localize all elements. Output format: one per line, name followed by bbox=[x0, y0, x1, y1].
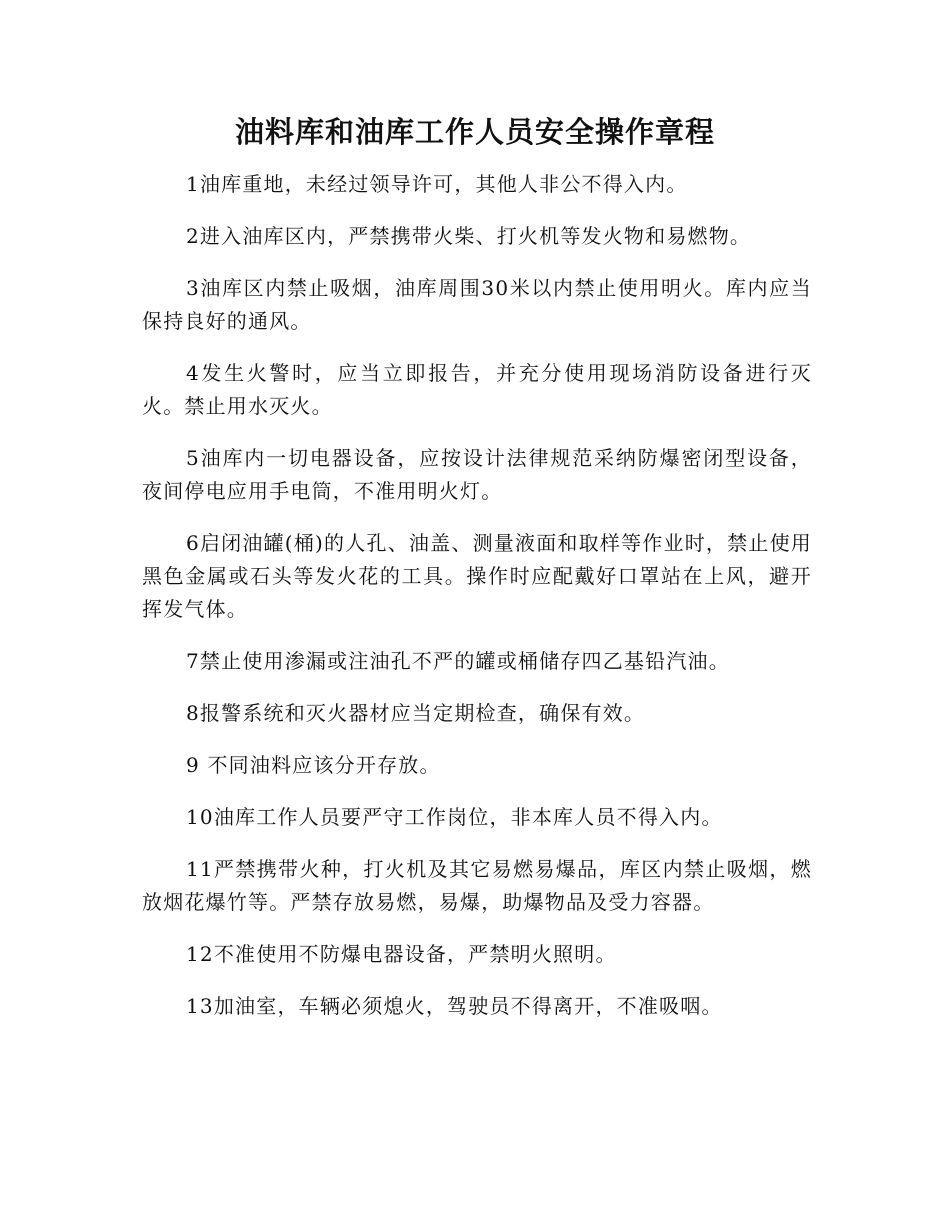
rule-paragraph-3: 3油库区内禁止吸烟，油库周围30米以内禁止使用明火。库内应当保持良好的通风。 bbox=[142, 276, 812, 333]
rule-paragraph-5: 5油库内一切电器设备，应按设计法律规范采纳防爆密闭型设备，夜间停电应用手电筒，不准用明火灯。 bbox=[142, 446, 812, 503]
rule-paragraph-4: 4发生火警时，应当立即报告，并充分使用现场消防设备进行灭火。禁止用水灭火。 bbox=[142, 361, 812, 418]
rule-paragraph-9: 9 不同油料应该分开存放。 bbox=[186, 753, 441, 777]
rule-paragraph-11: 11严禁携带火种，打火机及其它易燃易爆品，库区内禁止吸烟，燃放烟花爆竹等。严禁存放易燃，易爆，助爆物品及受力容器。 bbox=[142, 857, 812, 914]
rule-paragraph-10: 10油库工作人员要严守工作岗位，非本库人员不得入内。 bbox=[186, 805, 723, 829]
rule-paragraph-2: 2进入油库区内，严禁携带火柴、打火机等发火物和易燃物。 bbox=[186, 224, 752, 248]
rule-paragraph-6: 6启闭油罐(桶)的人孔、油盖、测量液面和取样等作业时，禁止使用黑色金属或石头等发火花的工具。操作时应配戴好口罩站在上风，避开挥发气体。 bbox=[142, 531, 812, 621]
rule-paragraph-1: 1油库重地，未经过领导许可，其他人非公不得入内。 bbox=[186, 172, 688, 196]
rule-paragraph-7: 7禁止使用渗漏或注油孔不严的罐或桶储存四乙基铅汽油。 bbox=[186, 649, 730, 673]
document-body bbox=[142, 168, 812, 1042]
rule-paragraph-13: 13加油室，车辆必须熄火，驾驶员不得离开，不准吸咽。 bbox=[186, 994, 723, 1018]
rule-paragraph-12: 12不准使用不防爆电器设备，严禁明火照明。 bbox=[186, 942, 617, 966]
rule-paragraph-8: 8报警系统和灭火器材应当定期检查，确保有效。 bbox=[186, 701, 646, 725]
document-title: 油料库和油库工作人员安全操作章程 bbox=[234, 115, 715, 149]
